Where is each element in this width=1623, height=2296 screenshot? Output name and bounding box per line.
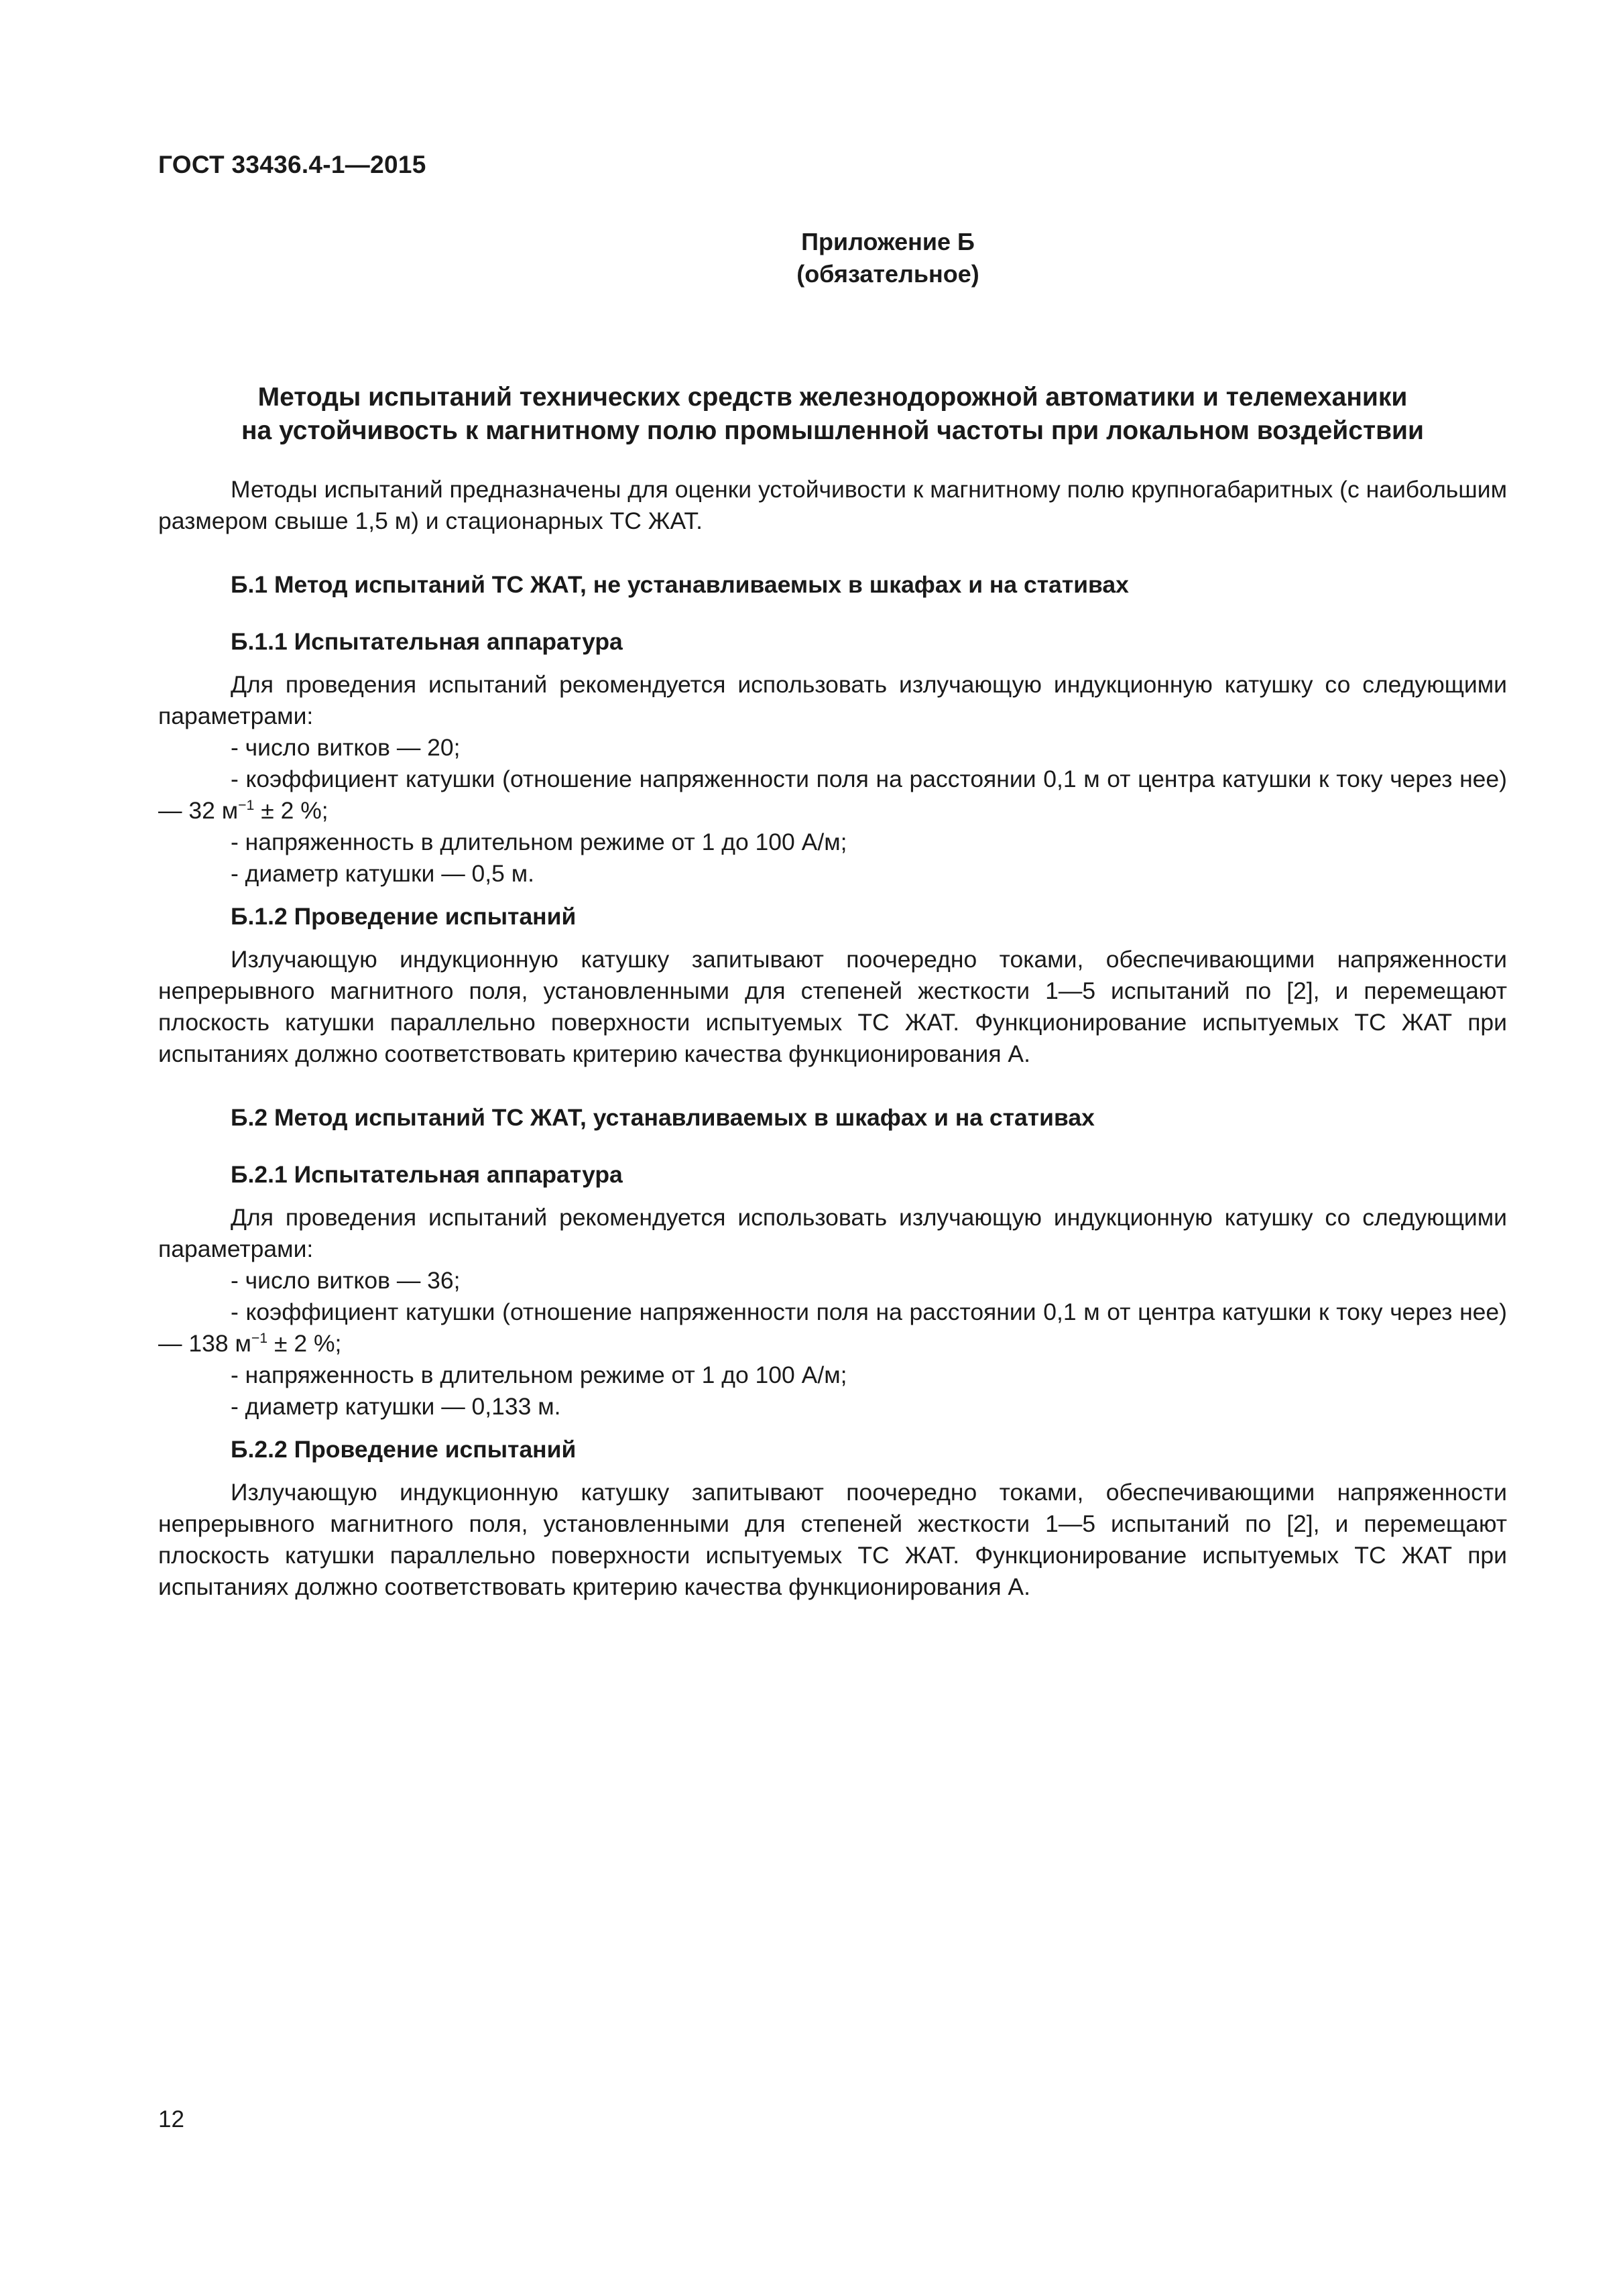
appendix-label-block: [0, 226, 1623, 290]
section-b2-1-param-diameter: - диаметр катушки — 0,133 м.: [231, 1393, 561, 1420]
section-b1-1-intro: Для проведения испытаний рекомендуется использовать излучающую индукционную катушку со следующими параметрами:: [158, 671, 1507, 729]
page-number: 12: [158, 2106, 184, 2132]
section-b2-1-param-strength: - напряженность в длительном режиме от 1 до 100 А/м;: [231, 1362, 847, 1388]
document-body: [158, 474, 1507, 1603]
appendix-status: (обязательное): [796, 260, 979, 288]
section-b1-1-param-strength: - напряженность в длительном режиме от 1 до 100 А/м;: [231, 829, 847, 855]
appendix-label: Приложение Б: [801, 228, 975, 255]
section-b1-1-param-diameter: - диаметр катушки — 0,5 м.: [231, 860, 535, 887]
section-b1-1-param-turns: - число витков — 20;: [231, 734, 461, 761]
section-b1-2-heading: Б.1.2 Проведение испытаний: [231, 903, 577, 930]
section-b1-1-param-coefficient: - коэффициент катушки (отношение напряженности поля на расстоянии 0,1 м от центра катушки к току через нее) — 32 $м^{-1} \pm 2$ %;: [158, 766, 1507, 824]
intro-paragraph: Методы испытаний предназначены для оценки устойчивости к магнитному полю крупногабаритных (с наибольшим размером свыше 1,5 м) и стационарных ТС ЖАТ.: [158, 476, 1507, 534]
document-code: ГОСТ 33436.4-1—2015: [158, 151, 426, 178]
section-b2-1-heading: Б.2.1 Испытательная аппаратура: [231, 1161, 623, 1188]
section-b2-1-param-coefficient: - коэффициент катушки (отношение напряженности поля на расстоянии 0,1 м от центра катушки к току через нее) — 138 $м^{-1} \pm 2$ %;: [158, 1298, 1507, 1357]
appendix-title: [158, 381, 1507, 448]
section-b1-1-heading: Б.1.1 Испытательная аппаратура: [231, 628, 623, 655]
appendix-title-line-1: Методы испытаний технических средств железнодорожной автоматики и телемеханики: [257, 383, 1408, 412]
section-b1-heading: Б.1 Метод испытаний ТС ЖАТ, не устанавливаемых в шкафах и на стативах: [231, 571, 1129, 598]
section-b2-2-text: Излучающую индукционную катушку запитывают поочередно токами, обеспечивающими напряженности непрерывного магнитного поля, установленными для степеней жесткости 1—5 испытаний по [2], и перемещают плоскость катушки параллельно поверхности испытуемых ТС ЖАТ. Функционирование испытуемых ТС ЖАТ при испытаниях должно соответствовать критерию качества функционирования А.: [158, 1479, 1507, 1600]
section-b2-2-heading: Б.2.2 Проведение испытаний: [231, 1436, 577, 1463]
section-b2-1-param-turns: - число витков — 36;: [231, 1267, 461, 1294]
appendix-title-line-2: на устойчивость к магнитному полю промышленной частоты при локальном воздействии: [241, 416, 1424, 445]
section-b1-2-text: Излучающую индукционную катушку запитывают поочередно токами, обеспечивающими напряженности непрерывного магнитного поля, установленными для степеней жесткости 1—5 испытаний по [2], и перемещают плоскость катушки параллельно поверхности испытуемых ТС ЖАТ. Функционирование испытуемых ТС ЖАТ при испытаниях должно соответствовать критерию качества функционирования А.: [158, 946, 1507, 1067]
section-b2-1-intro: Для проведения испытаний рекомендуется использовать излучающую индукционную катушку со следующими параметрами:: [158, 1204, 1507, 1262]
section-b2-heading: Б.2 Метод испытаний ТС ЖАТ, устанавливаемых в шкафах и на стативах: [231, 1104, 1095, 1131]
